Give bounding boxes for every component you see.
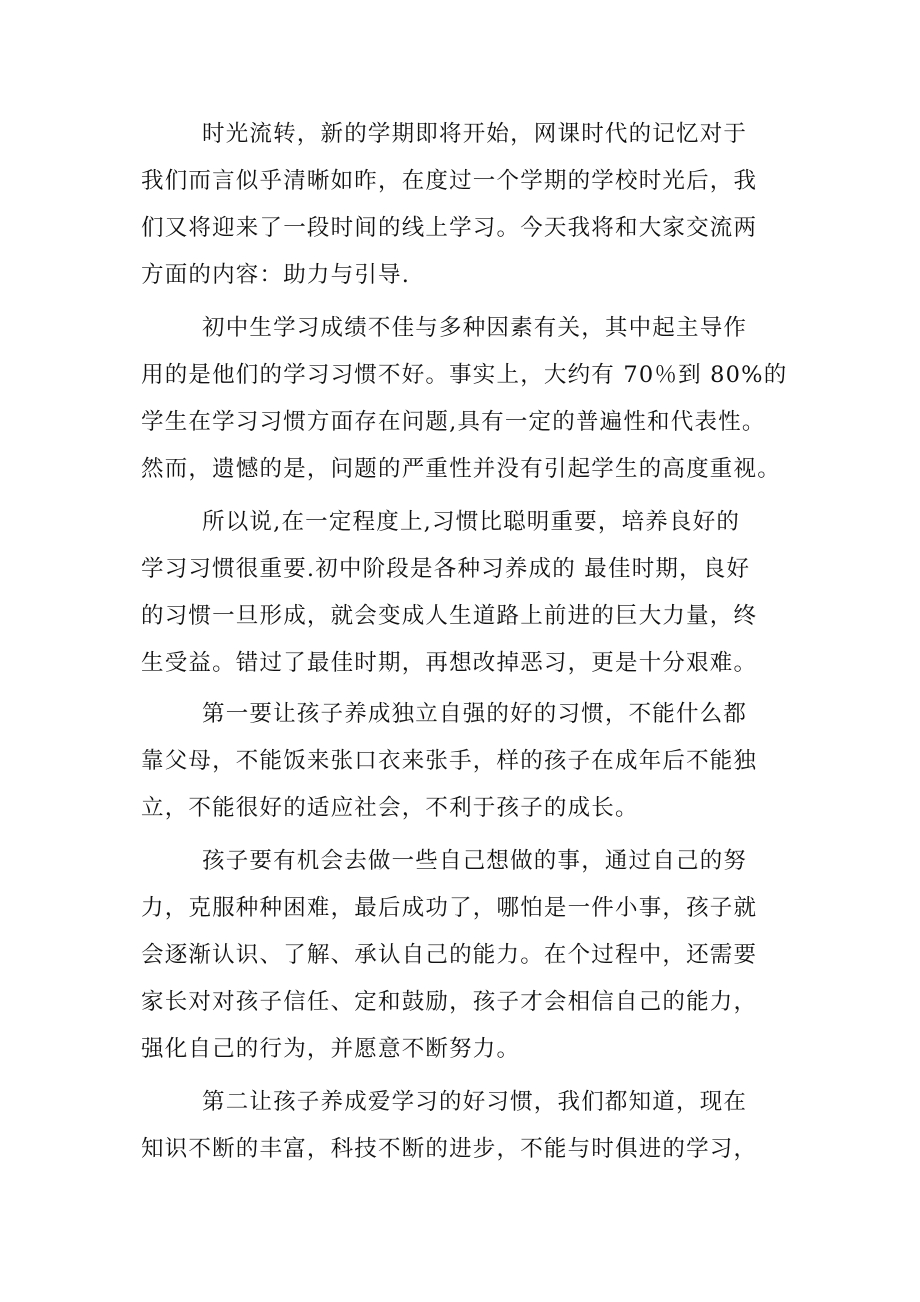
text-line: 孩子要有机会去做一些自己想做的事，通过自己的努 [202, 848, 748, 874]
text-line: 第一要让孩子养成独立自强的好的习惯，不能什么都 [202, 701, 748, 727]
paragraph-3 [141, 499, 811, 687]
paragraph-1 [141, 111, 811, 299]
text-line: 用的是他们的学习习惯不好。事实上，大约有 70％到 80%的 [141, 362, 788, 388]
text-line: 的习惯一旦形成，就会变成人生道路上前进的巨大力量，终 [141, 603, 758, 629]
text-line: 立，不能很好的适应社会，不利于孩子的成长。 [141, 795, 639, 821]
text-line: 知识不断的丰富，科技不断的进步，不能与时俱进的学习， [141, 1136, 758, 1162]
text-line: 第二让孩子养成爱学习的好习惯，我们都知道，现在 [202, 1089, 748, 1115]
text-line: 靠父母，不能饭来张口衣来张手，样的孩子在成年后不能独 [141, 748, 758, 774]
text-line: 我们而言似乎清晰如昨，在度过一个学期的学校时光后，我 [141, 168, 758, 194]
text-line: 方面的内容：助力与引导. [141, 262, 411, 288]
text-line: 生受益。错过了最佳时期，再想改掉恶习，更是十分艰难。 [141, 650, 758, 676]
text-line: 家长对对孩子信任、定和鼓励，孩子才会相信自己的能力， [141, 989, 758, 1015]
text-line: 力，克服种种困难，最后成功了，哪怕是一件小事，孩子就 [141, 895, 758, 921]
text-line: 们又将迎来了一段时间的线上学习。今天我将和大家交流两 [141, 215, 758, 241]
text-line: 学习习惯很重要.初中阶段是各种习养成的 最佳时期，良好 [141, 556, 751, 582]
text-line: 时光流转，新的学期即将开始，网课时代的记忆对于 [202, 121, 748, 147]
text-line: 会逐渐认识、了解、承认自己的能力。在个过程中，还需要 [141, 942, 758, 968]
paragraph-5 [141, 838, 811, 1073]
text-line: 学生在学习习惯方面存在问题,具有一定的普遍性和代表性。 [141, 409, 766, 435]
paragraph-4 [141, 691, 811, 832]
text-line: 初中生学习成绩不佳与多种因素有关，其中起主导作 [202, 315, 748, 341]
text-line: 所以说,在一定程度上,习惯比聪明重要，培养良好的 [202, 509, 741, 535]
paragraph-6 [141, 1079, 811, 1173]
paragraph-2 [141, 305, 811, 493]
text-line: 然而，遗憾的是，问题的严重性并没有引起学生的高度重视。 [141, 456, 781, 482]
text-line: 强化自己的行为，并愿意不断努力。 [141, 1036, 521, 1062]
